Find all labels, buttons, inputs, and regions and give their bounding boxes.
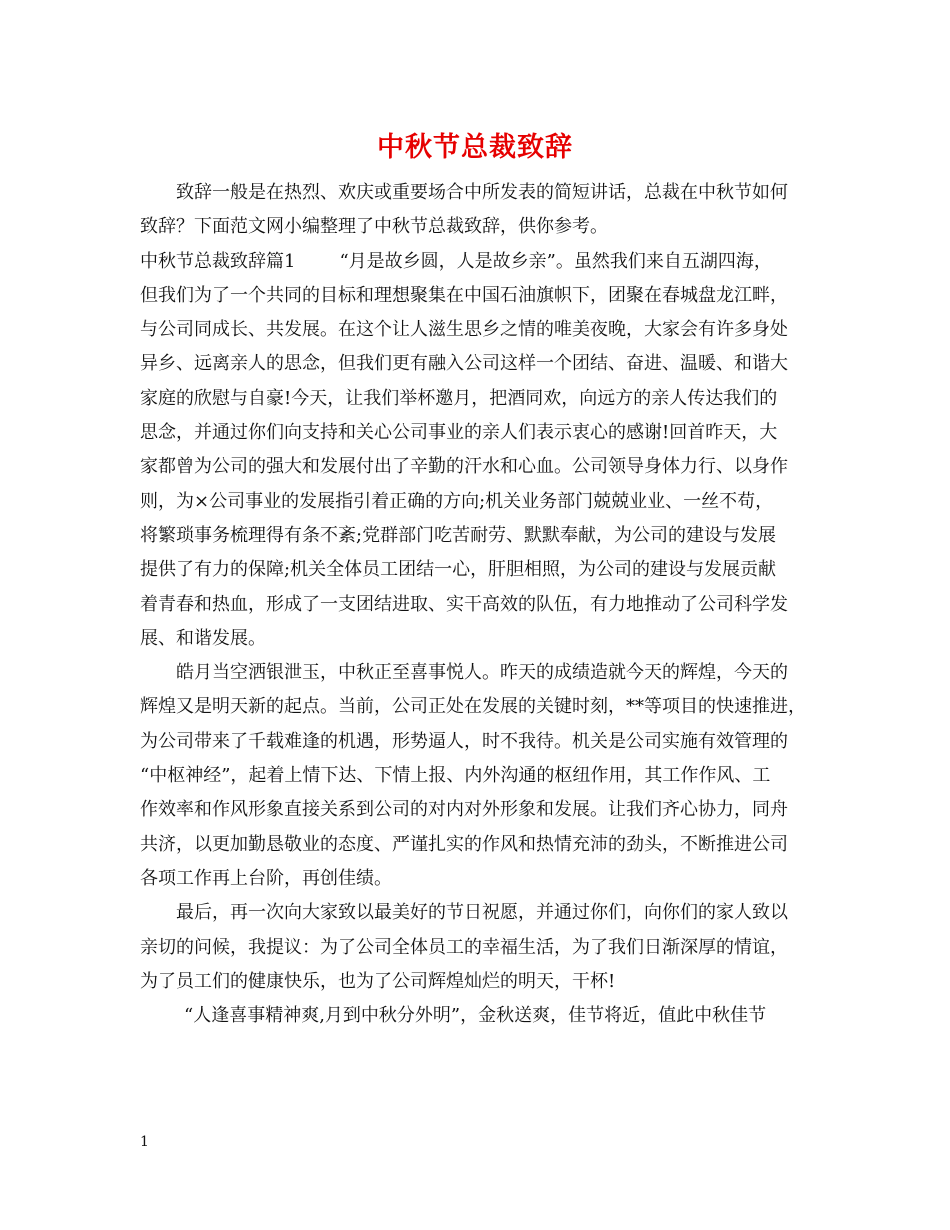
paragraph-line: 家庭的欣慰与自豪!今天，让我们举杯邀月，把酒同欢，向远方的亲人传达我们的	[140, 387, 778, 409]
paragraph-line: 最后，再一次向大家致以最美好的节日祝愿，并通过你们，向你们的家人致以	[176, 902, 788, 924]
paragraph-line: 为公司带来了千载难逢的机遇，形势逼人，时不我待。机关是公司实施有效管理的	[140, 730, 788, 752]
paragraph-line: 致辞？下面范文网小编整理了中秋节总裁致辞，供你参考。	[140, 216, 608, 238]
paragraph-line: 辉煌又是明天新的起点。当前，公司正处在发展的关键时刻，**等项目的快速推进，	[140, 696, 806, 718]
paragraph-line: 着青春和热血，形成了一支团结进取、实干高效的队伍，有力地推动了公司科学发	[140, 593, 788, 615]
paragraph-line: 共济，以更加勤恳敬业的态度、严谨扎实的作风和热情充沛的劲头，不断推进公司	[140, 833, 788, 855]
paragraph-line: “人逢喜事精神爽,月到中秋分外明”，金秋送爽，佳节将近，值此中秋佳节	[184, 1005, 767, 1027]
page-number: 1	[140, 1134, 149, 1150]
paragraph-line: 作效率和作风形象直接关系到公司的对内对外形象和发展。让我们齐心协力，同舟	[140, 799, 788, 821]
paragraph-line: 皓月当空洒银泄玉，中秋正至喜事悦人。昨天的成绩造就今天的辉煌，今天的	[176, 662, 788, 684]
paragraph-line: 则，为×公司事业的发展指引着正确的方向;机关业务部门兢兢业业、一丝不苟，	[140, 490, 774, 512]
paragraph-line: 家都曾为公司的强大和发展付出了辛勤的汗水和心血。公司领导身体力行、以身作	[140, 456, 788, 478]
paragraph-line: 为了员工们的健康快乐，也为了公司辉煌灿烂的明天，干杯!	[140, 970, 616, 992]
paragraph-line: 将繁琐事务梳理得有条不紊;党群部门吃苦耐劳、默默奉献，为公司的建设与发展	[140, 524, 777, 546]
paragraph-line: 与公司同成长、共发展。在这个让人滋生思乡之情的唯美夜晚，大家会有许多身处	[140, 319, 788, 341]
paragraph-line: 思念，并通过你们向支持和关心公司事业的亲人们表示衷心的感谢!回首昨天，大	[140, 422, 778, 444]
document-title: 中秋节总裁致辞	[377, 132, 573, 163]
paragraph-line: 致辞一般是在热烈、欢庆或重要场合中所发表的简短讲话，总裁在中秋节如何	[176, 182, 788, 203]
paragraph-line: “中枢神经”，起着上情下达、下情上报、内外沟通的枢纽作用，其工作作风、工	[140, 765, 771, 787]
paragraph-line: 展、和谐发展。	[140, 627, 266, 649]
paragraph-line: “月是故乡圆，人是故乡亲”。虽然我们来自五湖四海，	[339, 250, 772, 272]
document-body	[140, 176, 824, 1033]
paragraph-line: 提供了有力的保障;机关全体员工团结一心，肝胆相照，为公司的建设与发展贡献	[140, 559, 777, 581]
paragraph-line: 但我们为了一个共同的目标和理想聚集在中国石油旗帜下，团聚在春城盘龙江畔，	[140, 284, 788, 306]
section-heading: 中秋节总裁致辞篇1	[140, 250, 296, 272]
paragraph-line: 亲切的问候，我提议：为了公司全体员工的幸福生活，为了我们日渐深厚的情谊，	[140, 936, 788, 958]
paragraph-line: 各项工作再上台阶，再创佳绩。	[140, 867, 392, 889]
section-heading-line	[140, 245, 824, 279]
paragraph-line: 异乡、远离亲人的思念，但我们更有融入公司这样一个团结、奋进、温暖、和谐大	[140, 353, 788, 375]
